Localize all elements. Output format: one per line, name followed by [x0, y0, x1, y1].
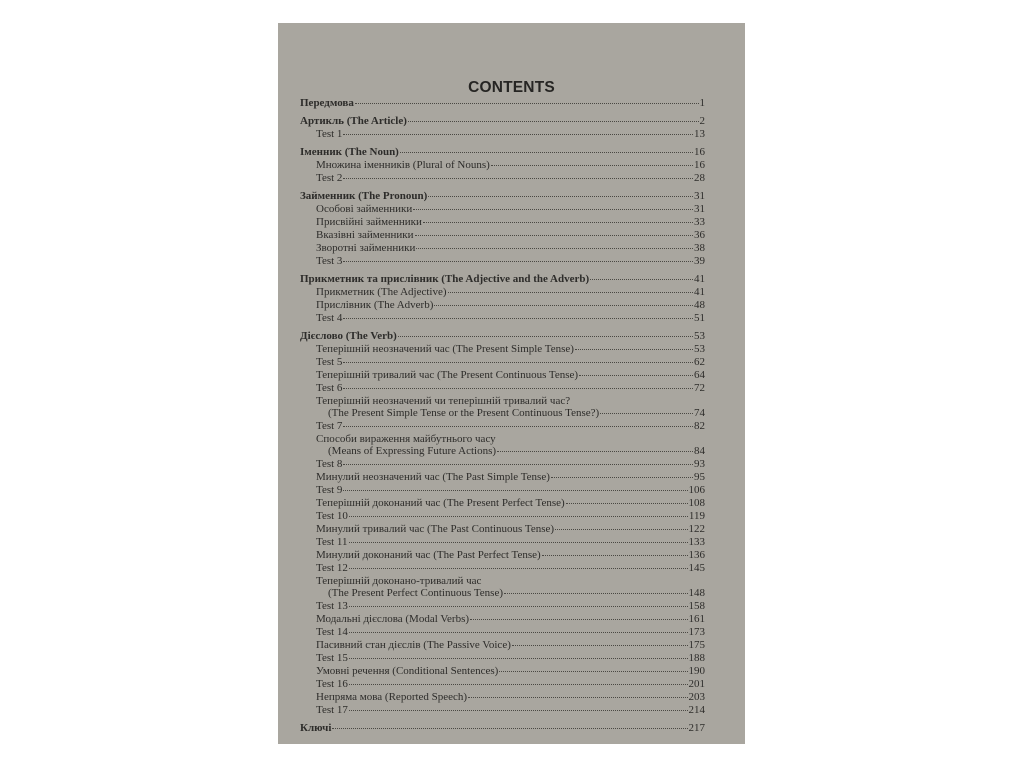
toc-page-number: 74 — [694, 407, 705, 419]
toc-page-number: 133 — [688, 536, 705, 548]
toc-page-number: 175 — [688, 639, 705, 651]
toc-entry-title: Теперішній доконано-тривалий час — [316, 575, 482, 587]
toc-entry-title: Особові займенники — [316, 203, 413, 215]
toc-entry-row — [300, 613, 705, 626]
toc-entry-title: Передмова — [300, 97, 354, 109]
toc-entry-row — [300, 445, 705, 458]
toc-entry-title: Пасивний стан дієслів (The Passive Voice) — [316, 639, 511, 651]
toc-entry-row — [300, 600, 705, 613]
contents-title: CONTENTS — [468, 79, 555, 96]
toc-entry-row — [300, 203, 705, 216]
dot-leader — [349, 568, 688, 569]
dot-leader — [413, 209, 693, 210]
toc-entry-row — [300, 286, 705, 299]
toc-entry-title: Test 11 — [316, 536, 348, 548]
toc-page-number: 188 — [688, 652, 705, 664]
toc-page-number: 72 — [694, 382, 705, 394]
toc-page-number: 217 — [688, 722, 705, 734]
toc-entry-row — [300, 587, 705, 600]
toc-entry-title: Модальні дієслова (Modal Verbs) — [316, 613, 470, 625]
dot-leader — [408, 121, 699, 122]
toc-entry-title: Зворотні займенники — [316, 242, 416, 254]
dot-leader — [343, 261, 693, 262]
toc-entry-title: Артикль (The Article) — [300, 115, 407, 127]
toc-entry-row — [300, 704, 705, 717]
dot-leader — [590, 279, 693, 280]
toc-entry-title: Test 5 — [316, 356, 343, 368]
toc-page-number: 173 — [688, 626, 705, 638]
dot-leader — [497, 451, 693, 452]
toc-entry-row — [300, 255, 705, 268]
toc-entry-row — [300, 242, 705, 255]
toc-entry-row — [300, 678, 705, 691]
toc-entry-title: Test 12 — [316, 562, 348, 574]
toc-page-number: 158 — [688, 600, 705, 612]
dot-leader — [343, 490, 687, 491]
toc-entry-row — [300, 458, 705, 471]
toc-entry-row — [300, 369, 705, 382]
toc-entry-title: (Means of Expressing Future Actions) — [328, 445, 497, 457]
toc-page-number: 36 — [694, 229, 705, 241]
dot-leader — [555, 529, 687, 530]
dot-leader — [349, 658, 688, 659]
dot-leader — [416, 248, 693, 249]
toc-entry-row — [300, 420, 705, 433]
toc-page-number: 108 — [688, 497, 705, 509]
toc-page-number: 82 — [694, 420, 705, 432]
toc-entry-row — [300, 312, 705, 325]
dot-leader — [415, 235, 693, 236]
dot-leader — [343, 318, 693, 319]
toc-page-number: 95 — [694, 471, 705, 483]
toc-entry-row — [300, 639, 705, 652]
toc-entry-title: Займенник (The Pronoun) — [300, 190, 428, 202]
toc-page-number: 53 — [694, 343, 705, 355]
toc-entry-row — [300, 356, 705, 369]
toc-entry-title: Присвійні займенники — [316, 216, 422, 228]
toc-entry-title: Test 15 — [316, 652, 348, 664]
toc-entry-title: Множина іменників (Plural of Nouns) — [316, 159, 490, 171]
toc-entry-row — [300, 523, 705, 536]
toc-entry-title: Вказівні займенники — [316, 229, 414, 241]
toc-section-row — [300, 330, 705, 343]
toc-entry-title: Test 13 — [316, 600, 348, 612]
toc-entry-row — [300, 497, 705, 510]
dot-leader — [343, 388, 693, 389]
toc-entry-title: Test 9 — [316, 484, 343, 496]
toc-page-number: 53 — [694, 330, 705, 342]
toc-entry-row — [300, 652, 705, 665]
toc-entry-title: Теперішній неозначений час (The Present Simple Tense) — [316, 343, 574, 355]
toc-entry-title: Дієслово (The Verb) — [300, 330, 397, 342]
toc-section-row — [300, 146, 705, 159]
dot-leader — [448, 292, 693, 293]
toc-page-number: 148 — [688, 587, 705, 599]
toc-entry-row — [300, 229, 705, 242]
toc-section-row — [300, 97, 705, 110]
toc-page-number: 136 — [688, 549, 705, 561]
toc-entry-title: Test 8 — [316, 458, 343, 470]
toc-entry-title: Минулий тривалий час (The Past Continuous Tense) — [316, 523, 555, 535]
toc-page-number: 2 — [699, 115, 705, 127]
dot-leader — [349, 606, 688, 607]
toc-page-number: 16 — [694, 159, 705, 171]
toc-entry-title: Test 14 — [316, 626, 348, 638]
toc-page-number: 64 — [694, 369, 705, 381]
dot-leader — [434, 305, 693, 306]
dot-leader — [470, 619, 687, 620]
toc-entry-row — [300, 562, 705, 575]
dot-leader — [423, 222, 693, 223]
dot-leader — [332, 728, 687, 729]
toc-entry-row — [300, 299, 705, 312]
toc-page-number: 13 — [694, 128, 705, 140]
toc-entry-row — [300, 510, 705, 523]
toc-entry-row — [300, 216, 705, 229]
dot-leader — [343, 464, 693, 465]
toc-entry-title: Test 10 — [316, 510, 348, 522]
toc-entry-title: Прислівник (The Adverb) — [316, 299, 434, 311]
toc-entry-title: Test 3 — [316, 255, 343, 267]
toc-page-number: 214 — [688, 704, 705, 716]
dot-leader — [400, 152, 693, 153]
toc-entry-title: Прикметник та прислівник (The Adjective and the Adverb) — [300, 273, 590, 285]
dot-leader — [468, 697, 687, 698]
toc-entry-row — [300, 626, 705, 639]
toc-entry-title: Test 16 — [316, 678, 348, 690]
dot-leader — [343, 426, 693, 427]
toc-page-number: 48 — [694, 299, 705, 311]
dot-leader — [600, 413, 693, 414]
dot-leader — [566, 503, 688, 504]
dot-leader — [343, 362, 693, 363]
toc-page-number: 145 — [688, 562, 705, 574]
toc-page-number: 28 — [694, 172, 705, 184]
dot-leader — [428, 196, 693, 197]
toc-section-row — [300, 115, 705, 128]
dot-leader — [349, 632, 688, 633]
toc-entry-row — [300, 128, 705, 141]
toc-entry-title: Test 6 — [316, 382, 343, 394]
toc-page-number: 106 — [688, 484, 705, 496]
dot-leader — [542, 555, 688, 556]
toc-entry-row — [300, 665, 705, 678]
dot-leader — [579, 375, 693, 376]
toc-section-row — [300, 190, 705, 203]
toc-entry-title: Способи вираження майбутнього часу — [316, 433, 496, 445]
dot-leader — [491, 165, 693, 166]
toc-entry-title: Test 17 — [316, 704, 348, 716]
toc-page-number: 39 — [694, 255, 705, 267]
toc-page-number: 122 — [688, 523, 705, 535]
toc-page-number: 161 — [688, 613, 705, 625]
toc-entry-title: Теперішній доконаний час (The Present Perfect Tense) — [316, 497, 565, 509]
dot-leader — [512, 645, 688, 646]
toc-page-number: 201 — [688, 678, 705, 690]
toc-entry-row — [300, 172, 705, 185]
toc-entry-title: Test 4 — [316, 312, 343, 324]
toc-page-number: 51 — [694, 312, 705, 324]
toc-entry-title: (The Present Simple Tense or the Present Continuous Tense?) — [328, 407, 600, 419]
toc-entry-row — [300, 471, 705, 484]
toc-entry-row — [300, 407, 705, 420]
dot-leader — [349, 684, 688, 685]
toc-entry-row — [300, 549, 705, 562]
dot-leader — [499, 671, 687, 672]
dot-leader — [551, 477, 693, 478]
toc-page-number: 31 — [694, 203, 705, 215]
toc-entry-row — [300, 382, 705, 395]
toc-entry-title: Непряма мова (Reported Speech) — [316, 691, 468, 703]
toc-entry-title: Теперішній неозначений чи теперішній тривалий час? — [316, 395, 571, 407]
dot-leader — [349, 516, 688, 517]
toc-page-number: 41 — [694, 286, 705, 298]
toc-entry-row — [300, 343, 705, 356]
toc-entry-title: Іменник (The Noun) — [300, 146, 399, 158]
toc-section-row — [300, 273, 705, 286]
toc-entry-title: Умовні речення (Conditional Sentences) — [316, 665, 499, 677]
toc-entry-title: Test 2 — [316, 172, 343, 184]
toc-page-number: 1 — [699, 97, 705, 109]
dot-leader — [349, 542, 688, 543]
toc-entry-title: Test 7 — [316, 420, 343, 432]
book-page — [278, 23, 745, 744]
dot-leader — [398, 336, 693, 337]
dot-leader — [349, 710, 688, 711]
dot-leader — [343, 134, 693, 135]
toc-entry-title: Теперішній тривалий час (The Present Continuous Tense) — [316, 369, 579, 381]
toc-entry-row — [300, 691, 705, 704]
toc-page-number: 38 — [694, 242, 705, 254]
toc-entry-row — [300, 159, 705, 172]
toc-page-number: 84 — [694, 445, 705, 457]
toc-entry-title: Прикметник (The Adjective) — [316, 286, 447, 298]
dot-leader — [343, 178, 693, 179]
toc-entry-row — [300, 484, 705, 497]
toc-section-row — [300, 722, 705, 735]
toc-page-number: 31 — [694, 190, 705, 202]
toc-entry-title: Минулий неозначений час (The Past Simple Tense) — [316, 471, 550, 483]
toc-entry-row — [300, 536, 705, 549]
dot-leader — [575, 349, 693, 350]
toc-page-number: 41 — [694, 273, 705, 285]
toc-page-number: 203 — [688, 691, 705, 703]
toc-page-number: 93 — [694, 458, 705, 470]
dot-leader — [504, 593, 688, 594]
toc-page-number: 33 — [694, 216, 705, 228]
toc-page-number: 119 — [688, 510, 705, 522]
toc-page-number: 62 — [694, 356, 705, 368]
toc-entry-title: (The Present Perfect Continuous Tense) — [328, 587, 503, 599]
toc-entry-title: Минулий доконаний час (The Past Perfect Tense) — [316, 549, 541, 561]
dot-leader — [355, 103, 699, 104]
toc-page-number: 190 — [688, 665, 705, 677]
toc-entry-title: Ключі — [300, 722, 332, 734]
toc-entry-title: Test 1 — [316, 128, 343, 140]
toc-page-number: 16 — [694, 146, 705, 158]
